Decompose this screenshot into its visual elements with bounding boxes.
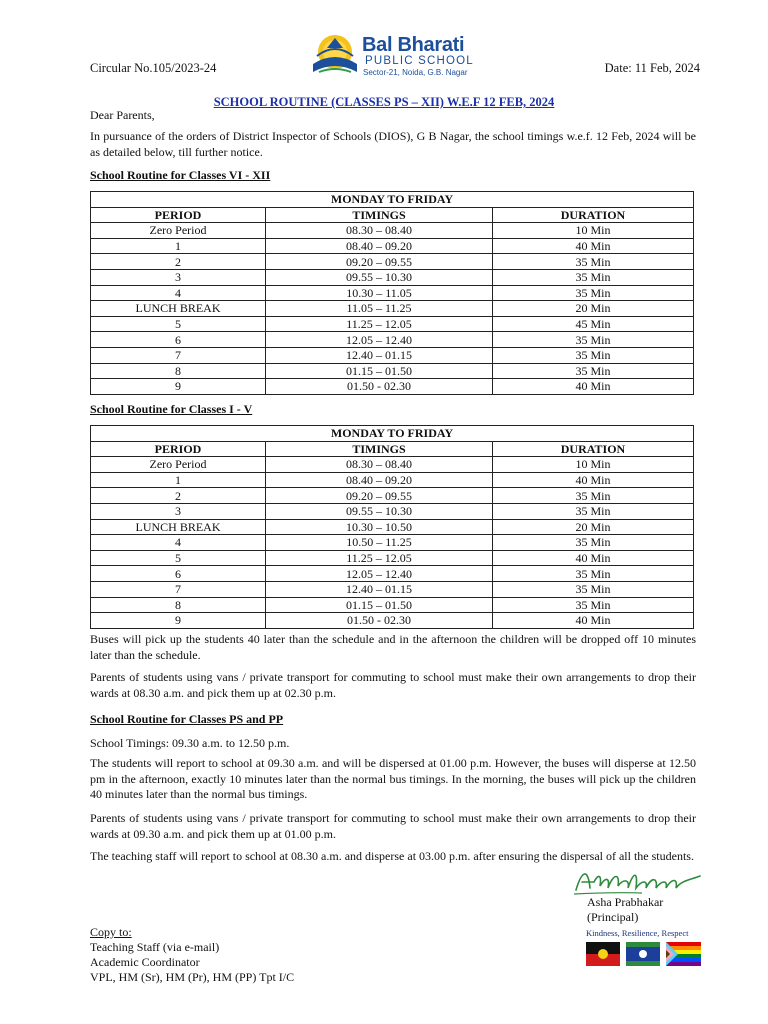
school-motto: Kindness, Resilience, Respect xyxy=(586,928,689,938)
column-header-duration: DURATION xyxy=(493,207,694,223)
duration-cell: 35 Min xyxy=(493,332,694,348)
period-cell: 5 xyxy=(91,316,266,332)
table-row xyxy=(91,535,694,551)
duration-cell: 40 Min xyxy=(493,238,694,254)
table-row xyxy=(91,379,694,395)
table-row xyxy=(91,503,694,519)
table-row xyxy=(91,597,694,613)
table-row xyxy=(91,347,694,363)
timings-cell: 09.20 – 09.55 xyxy=(266,488,493,504)
duration-cell: 20 Min xyxy=(493,519,694,535)
period-cell: 5 xyxy=(91,550,266,566)
timings-cell: 08.40 – 09.20 xyxy=(266,238,493,254)
copy-to-line: Academic Coordinator xyxy=(90,955,200,969)
school-emblem-icon xyxy=(305,28,363,78)
timings-cell: 10.30 – 10.50 xyxy=(266,519,493,535)
duration-cell: 35 Min xyxy=(493,535,694,551)
period-cell: LUNCH BREAK xyxy=(91,519,266,535)
timings-cell: 10.30 – 11.05 xyxy=(266,285,493,301)
period-cell: Zero Period xyxy=(91,223,266,239)
staff-paragraph: The teaching staff will report to school at 08.30 a.m. and disperse at 03.00 p.m. after ensuring the dispersal of all the students. xyxy=(90,849,694,863)
circular-date: Date: 11 Feb, 2024 xyxy=(604,61,700,75)
section-heading-i-v: School Routine for Classes I - V xyxy=(90,402,253,416)
table-row xyxy=(91,581,694,597)
timings-cell: 12.40 – 01.15 xyxy=(266,347,493,363)
duration-cell: 40 Min xyxy=(493,379,694,395)
duration-cell: 10 Min xyxy=(493,223,694,239)
routine-table-i-v xyxy=(90,425,694,629)
routine-table-vi-xii xyxy=(90,191,694,395)
page-title: SCHOOL ROUTINE (CLASSES PS – XII) W.E.F 12 FEB, 2024 xyxy=(213,95,555,109)
duration-cell: 35 Min xyxy=(493,581,694,597)
duration-cell: 40 Min xyxy=(493,613,694,629)
transport-paragraph-1: Parents of students using vans / private transport for commuting to school must make their own arrangements to drop their wards at 08.30 a.m. and pick them up at 02.30 p.m. xyxy=(90,670,696,700)
signatory-role: (Principal) xyxy=(587,910,639,924)
timings-cell: 11.25 – 12.05 xyxy=(266,316,493,332)
period-cell: 4 xyxy=(91,285,266,301)
period-cell: 9 xyxy=(91,613,266,629)
duration-cell: 35 Min xyxy=(493,269,694,285)
duration-cell: 35 Min xyxy=(493,347,694,363)
timings-cell: 01.50 - 02.30 xyxy=(266,613,493,629)
table-row xyxy=(91,519,694,535)
period-cell: Zero Period xyxy=(91,457,266,473)
timings-cell: 08.30 – 08.40 xyxy=(266,457,493,473)
period-cell: 9 xyxy=(91,379,266,395)
copy-to-line: VPL, HM (Sr), HM (Pr), HM (PP) Tpt I/C xyxy=(90,970,295,984)
duration-cell: 40 Min xyxy=(493,472,694,488)
period-cell: 1 xyxy=(91,472,266,488)
duration-cell: 35 Min xyxy=(493,503,694,519)
timings-cell: 01.15 – 01.50 xyxy=(266,597,493,613)
duration-cell: 35 Min xyxy=(493,254,694,270)
period-cell: 4 xyxy=(91,535,266,551)
table-row xyxy=(91,332,694,348)
ps-timings: School Timings: 09.30 a.m. to 12.50 p.m. xyxy=(90,736,290,750)
logo-school-name: Bal Bharati xyxy=(362,34,465,56)
table-row xyxy=(91,254,694,270)
intro-paragraph: In pursuance of the orders of District Inspector of Schools (DIOS), G B Nagar, the school timings w.e.f. 12 Feb, 2024 will be as detailed below, till further notice. xyxy=(90,129,696,159)
period-cell: LUNCH BREAK xyxy=(91,301,266,317)
bus-paragraph: Buses will pick up the students 40 later than the schedule and in the afternoon the children will be dropped off 10 minutes later than the schedule. xyxy=(90,632,696,662)
timings-cell: 01.15 – 01.50 xyxy=(266,363,493,379)
period-cell: 8 xyxy=(91,597,266,613)
table-row xyxy=(91,285,694,301)
table-row xyxy=(91,457,694,473)
timings-cell: 09.20 – 09.55 xyxy=(266,254,493,270)
table-row xyxy=(91,613,694,629)
timings-cell: 08.30 – 08.40 xyxy=(266,223,493,239)
timings-cell: 11.05 – 11.25 xyxy=(266,301,493,317)
duration-cell: 20 Min xyxy=(493,301,694,317)
copy-to-label: Copy to: xyxy=(90,925,132,939)
table-title: MONDAY TO FRIDAY xyxy=(91,426,694,442)
timings-cell: 12.40 – 01.15 xyxy=(266,581,493,597)
period-cell: 7 xyxy=(91,581,266,597)
section-heading-vi-xii: School Routine for Classes VI - XII xyxy=(90,168,271,182)
period-cell: 3 xyxy=(91,503,266,519)
period-cell: 8 xyxy=(91,363,266,379)
column-header-timings: TIMINGS xyxy=(266,207,493,223)
timings-cell: 08.40 – 09.20 xyxy=(266,472,493,488)
logo-address: Sector-21, Noida, G.B. Nagar xyxy=(363,68,468,77)
period-cell: 6 xyxy=(91,566,266,582)
duration-cell: 35 Min xyxy=(493,488,694,504)
period-cell: 6 xyxy=(91,332,266,348)
flags-icon xyxy=(586,942,701,966)
timings-cell: 01.50 - 02.30 xyxy=(266,379,493,395)
timings-cell: 09.55 – 10.30 xyxy=(266,503,493,519)
timings-cell: 12.05 – 12.40 xyxy=(266,566,493,582)
period-cell: 7 xyxy=(91,347,266,363)
duration-cell: 45 Min xyxy=(493,316,694,332)
timings-cell: 09.55 – 10.30 xyxy=(266,269,493,285)
table-row xyxy=(91,488,694,504)
table-row xyxy=(91,363,694,379)
table-row xyxy=(91,269,694,285)
table-row xyxy=(91,550,694,566)
section-heading-ps-pp: School Routine for Classes PS and PP xyxy=(90,712,284,726)
circular-number: Circular No.105/2023-24 xyxy=(90,61,217,75)
timings-cell: 12.05 – 12.40 xyxy=(266,332,493,348)
timings-cell: 11.25 – 12.05 xyxy=(266,550,493,566)
table-row xyxy=(91,566,694,582)
column-header-period: PERIOD xyxy=(91,207,266,223)
period-cell: 3 xyxy=(91,269,266,285)
timings-cell: 10.50 – 11.25 xyxy=(266,535,493,551)
copy-to-line: Teaching Staff (via e-mail) xyxy=(90,940,220,954)
table-title: MONDAY TO FRIDAY xyxy=(91,192,694,208)
school-logo xyxy=(305,28,474,84)
column-header-duration: DURATION xyxy=(493,441,694,457)
signatory-name: Asha Prabhakar xyxy=(587,895,664,909)
period-cell: 2 xyxy=(91,254,266,270)
salutation: Dear Parents, xyxy=(90,108,155,122)
duration-cell: 35 Min xyxy=(493,363,694,379)
signature-icon xyxy=(572,862,704,898)
logo-subtitle: PUBLIC SCHOOL xyxy=(365,55,474,67)
duration-cell: 40 Min xyxy=(493,550,694,566)
table-row xyxy=(91,238,694,254)
period-cell: 2 xyxy=(91,488,266,504)
duration-cell: 10 Min xyxy=(493,457,694,473)
table-row xyxy=(91,223,694,239)
column-header-period: PERIOD xyxy=(91,441,266,457)
table-row xyxy=(91,301,694,317)
duration-cell: 35 Min xyxy=(493,285,694,301)
duration-cell: 35 Min xyxy=(493,597,694,613)
table-row xyxy=(91,472,694,488)
duration-cell: 35 Min xyxy=(493,566,694,582)
transport-paragraph-2: Parents of students using vans / private transport for commuting to school must make their own arrangements to drop their wards at 09.30 a.m. and pick them up at 01.00 p.m. xyxy=(90,811,696,841)
ps-report-paragraph: The students will report to school at 09.30 a.m. and will be dispersed at 01.00 p.m. However, the buses will disperse at 12.50 pm in the afternoon, exactly 10 minutes later than the normal bus timings. In the morning, the buses will pick up the children 40 minutes later than the normal bus timings. xyxy=(90,756,696,802)
table-row xyxy=(91,316,694,332)
column-header-timings: TIMINGS xyxy=(266,441,493,457)
period-cell: 1 xyxy=(91,238,266,254)
